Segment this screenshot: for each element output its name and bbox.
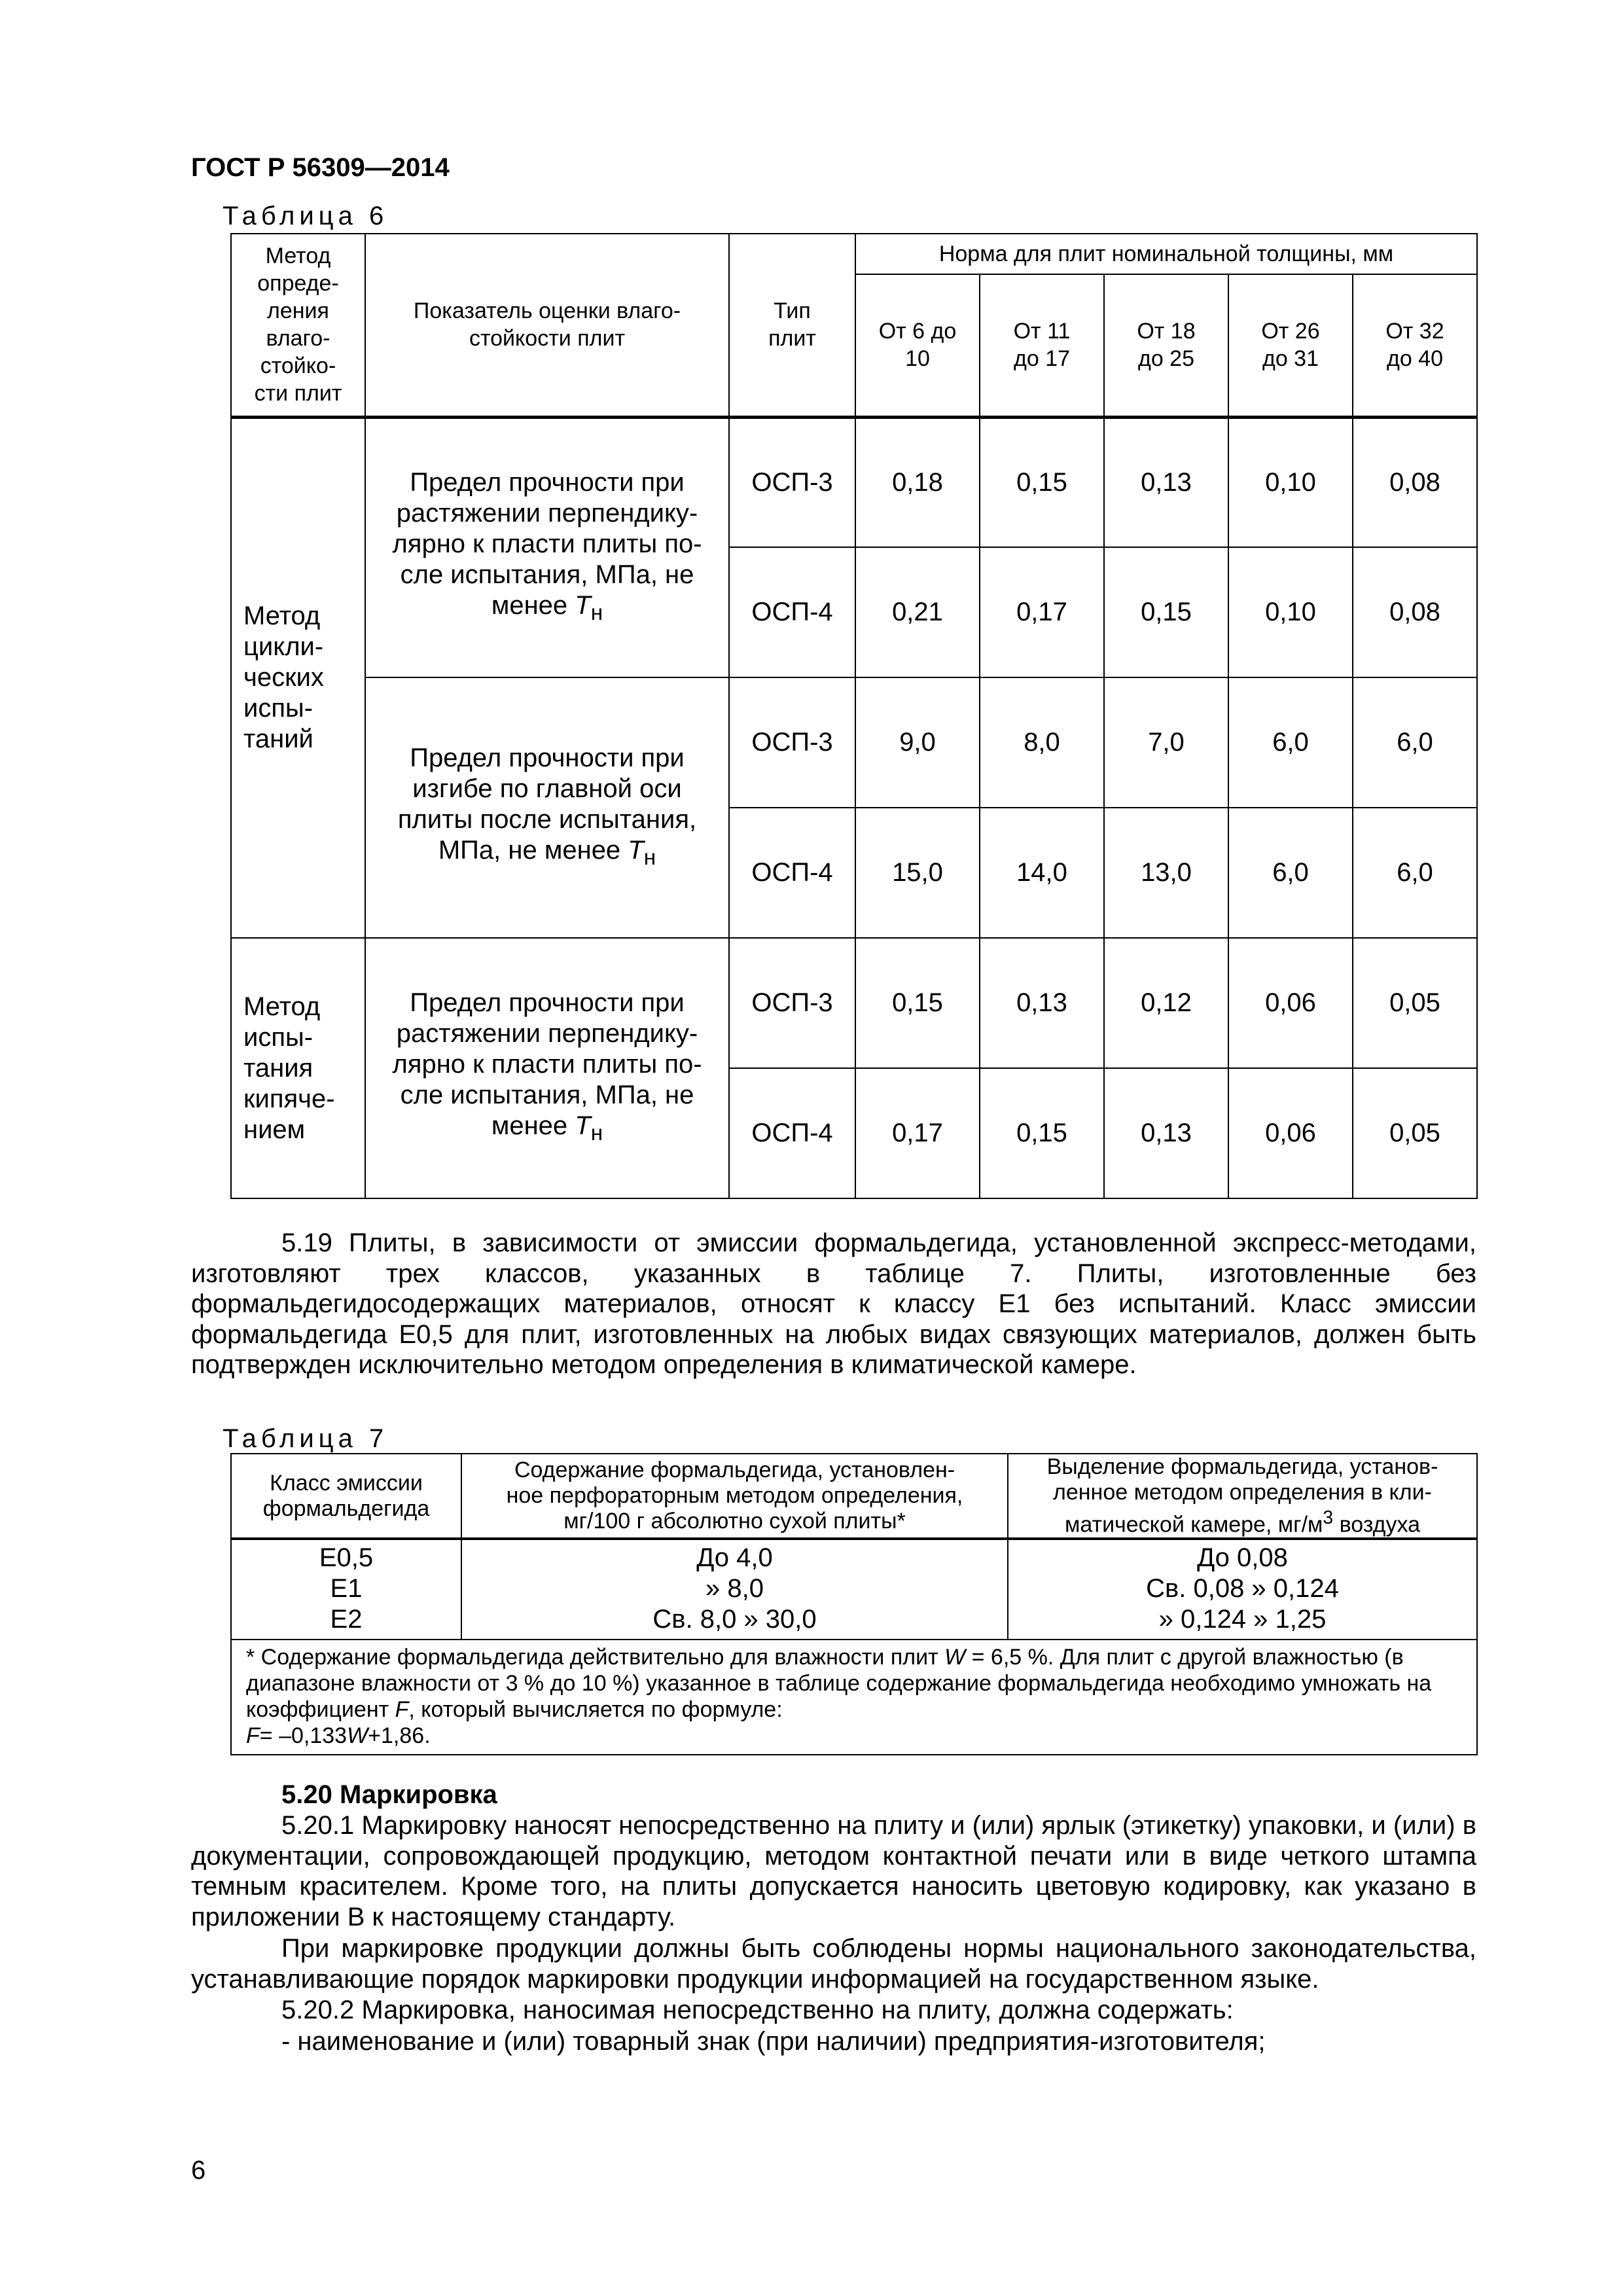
page-number: 6 [191,2156,206,2185]
table6-value: 0,10 [1228,547,1353,677]
paragraph-5-20-1: 5.20.1 Маркировку наносят непосредственно на плиту и (или) ярлык (этикетку) упаковки, и (или) в документации, сопровождающей продукцию, методом контактной печати или в виде четкого штампа темным красителем. Кроме того, на плиты допускается наносить цветовую кодировку, как указано в приложении В к настоящему стандарту. [191,1811,1476,1931]
table6-type: ОСП-3 [729,417,855,547]
table7-caption: Таблица 7 [223,1424,389,1453]
table6-value: 0,17 [980,547,1104,677]
table6-value: 0,15 [1104,547,1228,677]
table6-thickness-1: От 6 до 10 [855,274,980,417]
table7-chamber-value: » 0,124 » 1,25 [1158,1605,1327,1634]
table6-value: 0,21 [855,547,980,677]
table7-class: Е2 [330,1605,363,1634]
table7 [230,1453,1478,1755]
table6-value: 0,05 [1353,938,1477,1068]
table6-thickness-3: От 18 до 25 [1104,274,1228,417]
table6-value: 7,0 [1104,677,1228,808]
table6-value: 0,15 [980,1068,1104,1198]
table6-thickness-5: От 32 до 40 [1353,274,1477,417]
paragraph-5-20-2: 5.20.2 Маркировка, наносимая непосредственно на плиту, должна содержать: [281,1996,1234,2024]
table6 [230,233,1478,1199]
table7-formula: F= –0,133W+1,86. [246,1723,431,1749]
paragraph-5-20-1-language: При маркировке продукции должны быть соблюдены нормы национального законодательства, устанавливающие порядок маркировки продукции информацией на государственном языке. [191,1934,1476,1994]
table6-row [231,677,1477,808]
table6-value: 0,13 [1104,417,1228,547]
table6-value: 0,13 [980,938,1104,1068]
list-item: - наименование и (или) товарный знак (при наличии) предприятия-изготовителя; [281,2027,1266,2056]
table6-value: 0,06 [1228,938,1353,1068]
table7-header-perforator: Содержание формальдегида, установлен- ное перфораторным методом определения, мг/100 г абсолютно сухой плиты* [461,1454,1008,1539]
table7-chamber-list [1008,1539,1477,1640]
table6-type: ОСП-3 [729,677,855,808]
table7-class: Е1 [330,1574,363,1604]
table7-perforator-list [461,1539,1008,1640]
table6-value: 0,12 [1104,938,1228,1068]
table6-value: 0,08 [1353,547,1477,677]
table7-header-chamber: Выделение формальдегида, установ- ленное методом определения в кли- матической камере, $мг/м^3$ воздуха [1008,1454,1477,1539]
table7-chamber-value: До 0,08 [1197,1543,1288,1573]
table6-indicator-tension-boiling: Предел прочности при растяжении перпендику- лярно к пласти плиты по- сле испытания, МПа, не менее $T_н$ [365,938,729,1198]
table6-header-norm: Норма для плит номинальной толщины, мм [855,234,1477,274]
table6-method-boiling: Метод испы- тания кипяче- нием [231,938,365,1198]
table6-value: 0,15 [980,417,1104,547]
table6-value: 0,17 [855,1068,980,1198]
table6-header-method: Метод опреде- ления влаго- стойко- сти плит [231,234,365,417]
table6-type: ОСП-3 [729,938,855,1068]
table6-method-cyclic: Метод цикли- ческих испы- таний [231,417,365,938]
table7-perforator-value: Св. 8,0 » 30,0 [652,1605,817,1634]
table6-value: 0,10 [1228,417,1353,547]
table6-type: ОСП-4 [729,808,855,938]
table6-row [231,417,1477,547]
table7-class-list [231,1539,461,1640]
table6-value: 15,0 [855,808,980,938]
table6-value: 8,0 [980,677,1104,808]
table7-footnote: * Содержание формальдегида действительно для влажности плит W = 6,5 %. Для плит с другой влажностью (в диапазоне влажности от 3 % до 10 %) указанное в таблице содержание формальдегида необходимо умножать на коэффициент F, который вычисляется по формуле: F= –0,133W+1,86. [231,1640,1477,1755]
table6-type: ОСП-4 [729,1068,855,1198]
table6-thickness-4: От 26 до 31 [1228,274,1353,417]
table6-thickness-2: От 11 до 17 [980,274,1104,417]
section-5-20-title: 5.20 Маркировка [281,1780,497,1809]
table6-value: 13,0 [1104,808,1228,938]
table6-indicator-tension: Предел прочности при растяжении перпендику- лярно к пласти плиты по- сле испытания, МПа, не менее $T_н$ [365,417,729,677]
table6-caption: Таблица 6 [223,202,389,230]
table7-chamber-value: Св. 0,08 » 0,124 [1146,1574,1339,1604]
table6-value: 9,0 [855,677,980,808]
table6-row [231,938,1477,1068]
table6-type: ОСП-4 [729,547,855,677]
table6-header-indicator: Показатель оценки влаго- стойкости плит [365,234,729,417]
table6-value: 0,18 [855,417,980,547]
table6-value: 6,0 [1228,677,1353,808]
table7-perforator-value: До 4,0 [696,1543,773,1573]
paragraph-5-19: 5.19 Плиты, в зависимости от эмиссии формальдегида, установленной экспресс-методами, изготовляют трех классов, указанных в таблице 7. Плиты, изготовленные без формальдегидосодержащих материалов, относят к классу Е1 без испытаний. Класс эмиссии формальдегида Е0,5 для плит, изготовленных на любых видах связующих материалов, должен быть подтвержден исключительно методом определения в климатической камере. [191,1229,1476,1379]
table6-value: 0,08 [1353,417,1477,547]
table6-value: 0,15 [855,938,980,1068]
table7-perforator-value: » 8,0 [705,1574,764,1604]
table6-value: 0,05 [1353,1068,1477,1198]
table6-header-type: Тип плит [729,234,855,417]
document-code: ГОСТ Р 56309—2014 [191,153,450,182]
table6-value: 6,0 [1353,808,1477,938]
table6-value: 0,13 [1104,1068,1228,1198]
table6-value: 6,0 [1353,677,1477,808]
table6-value: 0,06 [1228,1068,1353,1198]
table6-indicator-bending: Предел прочности при изгибе по главной оси плиты после испытания, МПа, не менее $T_н$ [365,677,729,938]
table6-value: 14,0 [980,808,1104,938]
table6-value: 6,0 [1228,808,1353,938]
table7-header-class: Класс эмиссии формальдегида [231,1454,461,1539]
table7-class: Е0,5 [319,1543,374,1573]
